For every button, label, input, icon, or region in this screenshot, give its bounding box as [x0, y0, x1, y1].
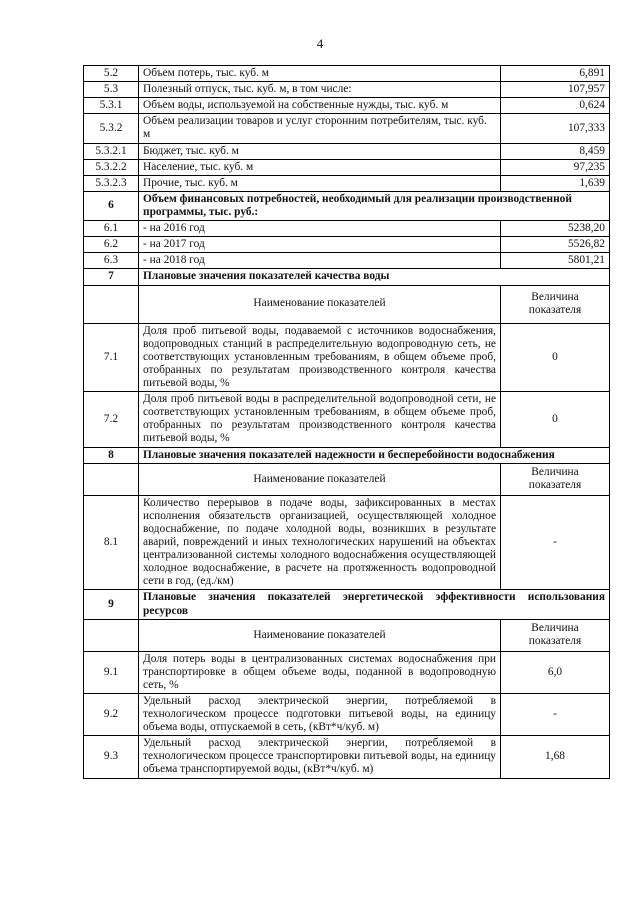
row-description: Объем воды, используемой на собственные нужды, тыс. куб. м	[139, 98, 501, 114]
row-number: 9.2	[84, 693, 139, 735]
table-row	[84, 392, 610, 447]
table-row	[84, 237, 610, 253]
section-title: Плановые значения показателей надежности и бесперебойности водоснабжения	[139, 447, 610, 463]
row-value: 1,639	[501, 175, 610, 191]
section-row	[84, 590, 610, 619]
row-number: 7.1	[84, 323, 139, 392]
row-description: - на 2016 год	[139, 221, 501, 237]
section-row	[84, 269, 610, 285]
section-title: Объем финансовых потребностей, необходимый для реализации производственной программы, тыс. руб.:	[139, 191, 610, 220]
row-number: 7.2	[84, 392, 139, 447]
table-row	[84, 82, 610, 98]
table-row	[84, 495, 610, 590]
row-value: 6,0	[501, 651, 610, 693]
section-number: 9	[84, 590, 139, 619]
row-number: 5.3.2	[84, 114, 139, 143]
header-name: Наименование показателей	[139, 463, 501, 495]
row-value: 0,624	[501, 98, 610, 114]
row-number: 8.1	[84, 495, 139, 590]
section-number: 8	[84, 447, 139, 463]
row-description: Доля проб питьевой воды, подаваемой с источников водоснабжения, водопроводных станций в распределительную водопроводную сеть, не соответствующих установленным требованиям, в общем объеме проб, отобранных по результатам производственного контроля качества питьевой воды, %	[139, 323, 501, 392]
indicators-table	[83, 65, 610, 779]
row-description: Удельный расход электрической энергии, потребляемой в технологическом процессе подготовки питьевой воды, на единицу объема воды, отпускаемой в сеть, (кВт*ч/куб. м)	[139, 693, 501, 735]
row-description: - на 2017 год	[139, 237, 501, 253]
table-row	[84, 175, 610, 191]
row-description: Прочие, тыс. куб. м	[139, 175, 501, 191]
table-row	[84, 221, 610, 237]
row-number: 9.1	[84, 651, 139, 693]
section-title: Плановые значения показателей энергетической эффективности использования ресурсов	[139, 590, 610, 619]
row-description: Удельный расход электрической энергии, потребляемой в технологическом процессе транспортировки питьевой воды, на единицу объема транспортируемой воды, (кВт*ч/куб. м)	[139, 736, 501, 778]
section-title: Плановые значения показателей качества воды	[139, 269, 610, 285]
row-number: 5.3.2.3	[84, 175, 139, 191]
row-description: Бюджет, тыс. куб. м	[139, 143, 501, 159]
header-value: Величина показателя	[501, 463, 610, 495]
table-row	[84, 323, 610, 392]
table-row	[84, 66, 610, 82]
row-description: Население, тыс. куб. м	[139, 159, 501, 175]
row-value: 107,333	[501, 114, 610, 143]
row-number: 6.3	[84, 253, 139, 269]
row-value: -	[501, 495, 610, 590]
row-value: 6,891	[501, 66, 610, 82]
row-number: 6.1	[84, 221, 139, 237]
column-header-row	[84, 285, 610, 323]
column-header-row	[84, 463, 610, 495]
row-number: 5.3.1	[84, 98, 139, 114]
row-description: Полезный отпуск, тыс. куб. м, в том числе:	[139, 82, 501, 98]
table-row	[84, 693, 610, 735]
row-value: -	[501, 693, 610, 735]
row-description: Доля проб питьевой воды в распределительной водопроводной сети, не соответствующих установленным требованиям, в общем объеме проб, отобранных по результатам производственного контроля качества питьевой воды, %	[139, 392, 501, 447]
row-number: 6.2	[84, 237, 139, 253]
header-name: Наименование показателей	[139, 619, 501, 651]
row-value: 0	[501, 323, 610, 392]
row-description: Объем реализации товаров и услуг сторонним потребителям, тыс. куб. м	[139, 114, 501, 143]
row-description: - на 2018 год	[139, 253, 501, 269]
column-header-row	[84, 619, 610, 651]
header-empty-cell	[84, 619, 139, 651]
row-value: 107,957	[501, 82, 610, 98]
table-row	[84, 114, 610, 143]
row-description: Доля потерь воды в централизованных системах водоснабжения при транспортировке в общем объеме воды, поданной в водопроводную сеть, %	[139, 651, 501, 693]
row-number: 5.2	[84, 66, 139, 82]
row-value: 97,235	[501, 159, 610, 175]
row-value: 5238,20	[501, 221, 610, 237]
table-row	[84, 143, 610, 159]
row-number: 5.3.2.1	[84, 143, 139, 159]
table-row	[84, 651, 610, 693]
table-row	[84, 253, 610, 269]
row-number: 9.3	[84, 736, 139, 778]
row-value: 5526,82	[501, 237, 610, 253]
section-number: 7	[84, 269, 139, 285]
row-value: 1,68	[501, 736, 610, 778]
header-empty-cell	[84, 285, 139, 323]
header-value: Величина показателя	[501, 285, 610, 323]
row-number: 5.3.2.2	[84, 159, 139, 175]
header-value: Величина показателя	[501, 619, 610, 651]
header-name: Наименование показателей	[139, 285, 501, 323]
section-number: 6	[84, 191, 139, 220]
row-description: Объем потерь, тыс. куб. м	[139, 66, 501, 82]
page-number: 4	[316, 36, 324, 51]
section-row	[84, 447, 610, 463]
table-row	[84, 159, 610, 175]
row-number: 5.3	[84, 82, 139, 98]
header-empty-cell	[84, 463, 139, 495]
row-value: 8,459	[501, 143, 610, 159]
row-value: 0	[501, 392, 610, 447]
section-row	[84, 191, 610, 220]
table-row	[84, 736, 610, 778]
row-description: Количество перерывов в подаче воды, зафиксированных в местах исполнения обязательств организацией, осуществляющей холодное водоснабжение, по подаче холодной воды, возникших в результате аварий, повреждений и иных технологических нарушений на объектах централизованной системы холодного водоснабжения осуществляющей холодное водоснабжение, в расчете на протяженность водопроводной сети в год, (ед./км)	[139, 495, 501, 590]
table-row	[84, 98, 610, 114]
row-value: 5801,21	[501, 253, 610, 269]
